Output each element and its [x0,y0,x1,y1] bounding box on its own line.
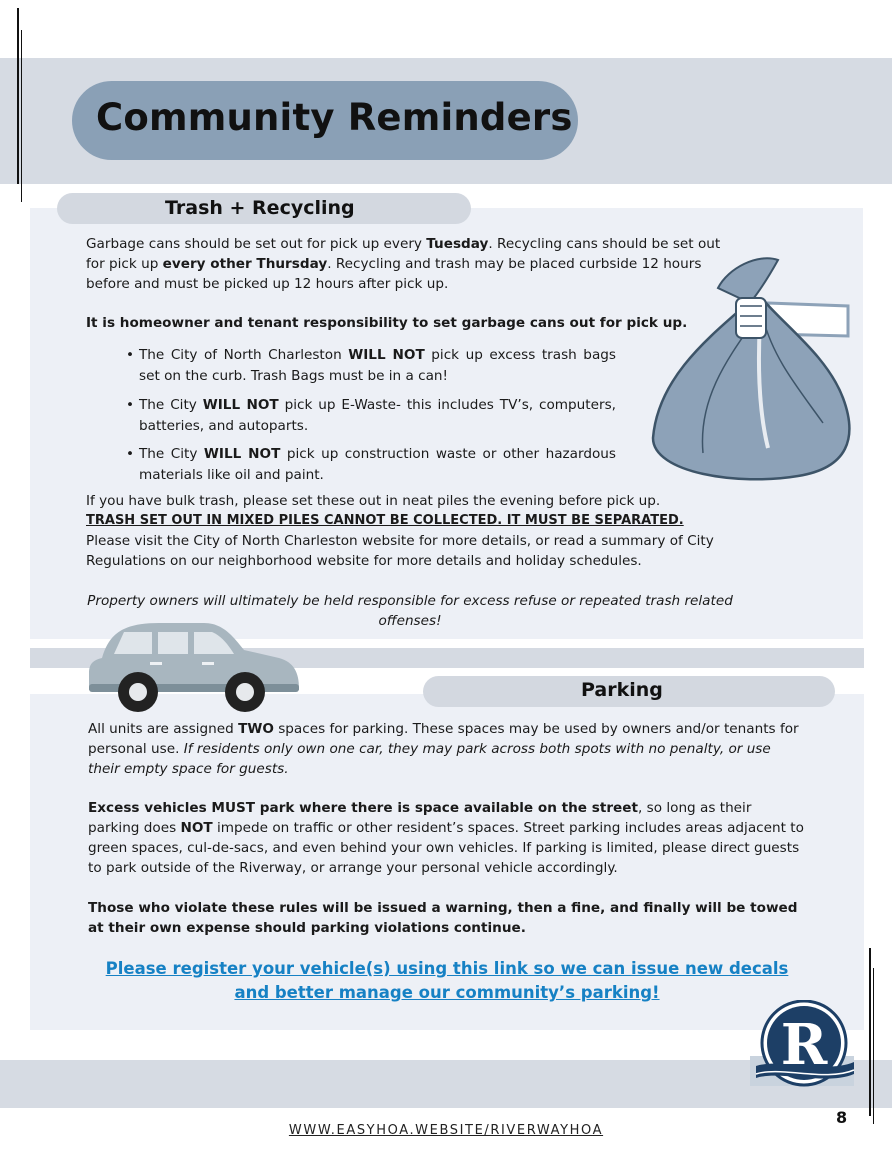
responsibility-note: It is homeowner and tenant responsibility to set garbage cans out for pick up. [86,315,688,331]
right-edge-line-1 [869,948,871,1116]
parking-heading: Parking [581,679,663,701]
street-parking-paragraph: Excess vehicles MUST park where there is space available on the street, so long as their parking does NOT impede on traffic or other resident’s spaces. Street parking includes areas adjacent to green spaces, cul-de-sacs, and even behind your own vehicles. If parking is limited, please direct guests to park outside of the Riverway, or arrange your personal vehicle accordingly. [88,800,804,876]
separation-warning: TRASH SET OUT IN MIXED PILES CANNOT BE COLLECTED. IT MUST BE SEPARATED. [86,513,684,528]
right-edge-line-2 [873,968,874,1124]
violations-warning: Those who violate these rules will be issued a warning, then a fine, and finally will be towed at their own expense should parking violations continue. [88,900,798,936]
website-url-link[interactable]: WWW.EASYHOA.WEBSITE/RIVERWAYHOA [288,1123,604,1138]
trash-bag-hand-illustration [648,248,858,488]
bullet-item: • The City WILL NOT pick up construction waste or other hazardous materials like oil and paint. [126,446,616,483]
logo-letter: R [780,1012,828,1078]
left-edge-line-1 [17,8,19,184]
parking-assignment-paragraph: All units are assigned TWO spaces for parking. These spaces may be used by owners and/or tenants for personal use. If residents only own one car, they may park across both spots with no penalty, or use their empty space for guests. [88,721,799,777]
owners-responsibility-note: Property owners will ultimately be held responsible for excess refuse or repeated trash related offenses! [87,593,733,629]
bullet-dot: • [126,347,135,363]
vehicle-registration-link[interactable]: Please register your vehicle(s) using this link so we can issue new decals and better manage our community’s parking! [105,959,789,1002]
riverway-logo [746,1000,858,1096]
left-edge-line-2 [21,30,22,202]
bullet-item: • The City WILL NOT pick up E-Waste- this includes TV’s, computers, batteries, and autoparts. [126,397,616,434]
trash-schedule-paragraph: Garbage cans should be set out for pick up every Tuesday. Recycling cans should be set out for pick up every other Thursday. Recycling and trash may be placed curbside 12 hours before and must be picked up 12 hours after pick up. [86,236,721,292]
bullet-item: • The City of North Charleston WILL NOT pick up excess trash bags set on the curb. Trash Bags must be in a can! [126,347,616,384]
page-number: 8 [836,1108,848,1127]
bulk-trash-note: If you have bulk trash, please set these out in neat piles the evening before pick up. [86,493,661,509]
car-illustration [84,618,304,716]
bullet-dot: • [126,446,135,462]
trash-heading: Trash + Recycling [165,197,355,219]
page-title: Community Reminders [96,96,573,139]
city-website-note: Please visit the City of North Charleston website for more details, or read a summary of City Regulations on our neighborhood website for more details and holiday schedules. [86,533,714,569]
bullet-dot: • [126,397,135,413]
